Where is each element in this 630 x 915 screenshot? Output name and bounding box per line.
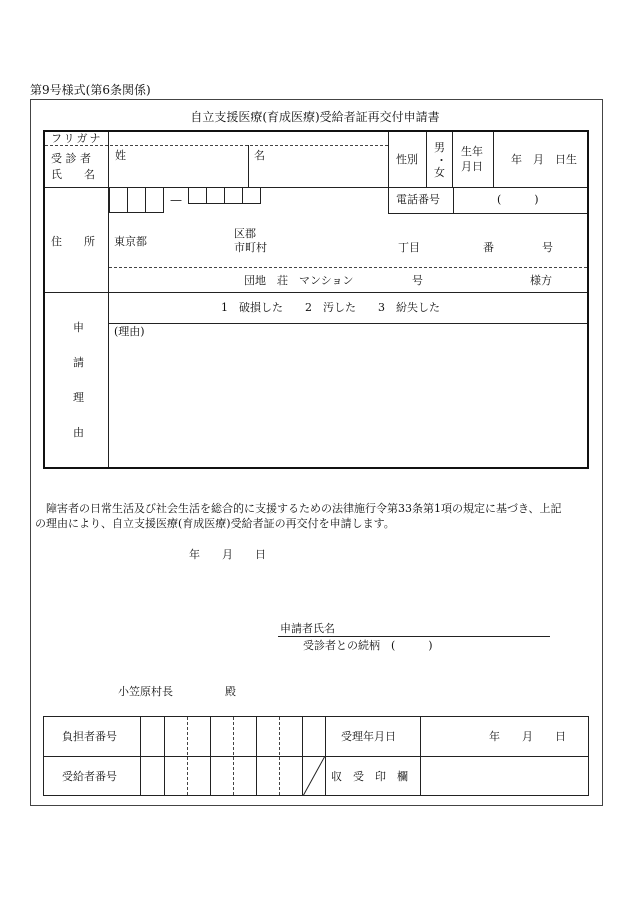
gender-left-divider — [388, 132, 389, 213]
office-slash-mark — [302, 756, 326, 796]
reason-options[interactable]: 1 破損した 2 汚した 3 紛失した — [221, 301, 440, 314]
room-number-label: 号 — [412, 274, 423, 287]
relation-field[interactable]: 受診者との続柄 ( ) — [303, 639, 433, 652]
reason-label-char2: 請 — [73, 356, 84, 369]
gender-female-option[interactable]: 女 — [434, 166, 445, 179]
phone-field[interactable]: ( ) — [497, 193, 539, 206]
application-date[interactable]: 年 月 日 — [189, 548, 266, 561]
address-label: 住 所 — [51, 235, 95, 248]
office-col-divider — [420, 717, 421, 795]
phone-label-divider — [453, 187, 454, 213]
payer-number-label: 負担者番号 — [62, 730, 117, 743]
addressee: 小笠原村長 — [118, 685, 173, 698]
address-dashed-divider — [109, 267, 587, 268]
reason-detail-label: (理由) — [114, 325, 145, 338]
reason-label-char4: 由 — [73, 426, 84, 439]
office-col-divider — [279, 717, 280, 795]
building-type-label: 団地 荘 マンション — [244, 274, 354, 287]
applicant-name-underline — [278, 636, 550, 637]
birth-value-divider — [493, 132, 494, 187]
go-label: 号 — [542, 241, 553, 254]
gender-separator: ・ — [436, 154, 447, 167]
ban-label: 番 — [483, 241, 494, 254]
recipient-number-label: 受給者番号 — [62, 770, 117, 783]
applicant-name-label: 申請者氏名 — [280, 622, 335, 635]
care-of-label: 様方 — [530, 274, 552, 287]
receipt-date-label: 受理年月日 — [341, 730, 396, 743]
birth-label-divider — [452, 132, 453, 187]
postal-code-boxes-first[interactable] — [109, 187, 164, 213]
form-title: 自立支援医療(育成医療)受給者証再交付申請書 — [190, 110, 440, 124]
given-name-label: 名 — [254, 149, 265, 162]
gender-value-divider — [426, 132, 427, 187]
furigana-divider — [45, 145, 388, 146]
city-label: 市町村 — [234, 241, 267, 254]
receipt-stamp-label: 収 受 印 欄 — [331, 770, 408, 783]
office-col-divider — [233, 717, 234, 795]
phone-row-divider — [388, 213, 587, 214]
phone-label: 電話番号 — [396, 193, 440, 206]
gender-male-option[interactable]: 男 — [434, 141, 445, 154]
reason-label-char1: 申 — [73, 321, 84, 334]
postal-box-divider — [206, 187, 207, 204]
office-col-divider — [140, 717, 141, 795]
ward-label: 区郡 — [234, 227, 256, 240]
patient-name-label-line2: 氏 名 — [51, 168, 95, 181]
office-col-divider — [164, 717, 165, 795]
reason-label-char3: 理 — [73, 391, 84, 404]
label-column-divider — [108, 132, 109, 467]
form-number-label: 第9号様式(第6条関係) — [30, 83, 151, 97]
office-col-divider — [210, 717, 211, 795]
sei-mei-divider — [248, 145, 249, 187]
receipt-date-field[interactable]: 年 月 日 — [489, 730, 566, 743]
postal-box-divider — [224, 187, 225, 204]
postal-box-divider — [242, 187, 243, 204]
postal-box-divider — [127, 187, 128, 213]
furigana-label: フリガナ — [51, 132, 103, 145]
prefecture-label: 東京都 — [114, 235, 147, 248]
application-table — [43, 130, 589, 469]
surname-label: 姓 — [115, 149, 126, 162]
gender-label: 性別 — [396, 153, 418, 166]
birth-label-line1: 生年 — [461, 145, 483, 158]
declaration-line2: の理由により、自立支援医療(育成医療)受給者証の再交付を申請します。 — [35, 517, 395, 530]
patient-name-label-line1: 受 診 者 — [51, 152, 91, 165]
birth-date-field[interactable]: 年 月 日生 — [511, 153, 577, 166]
office-col-divider — [256, 717, 257, 795]
reason-options-divider — [109, 323, 587, 324]
address-row-divider — [45, 292, 587, 293]
office-col-divider — [187, 717, 188, 795]
honorific: 殿 — [225, 685, 236, 698]
postal-box-divider — [145, 187, 146, 213]
postal-dash: — — [170, 193, 182, 207]
chome-label: 丁目 — [398, 241, 420, 254]
birth-label-line2: 月日 — [461, 160, 483, 173]
declaration-line1: 障害者の日常生活及び社会生活を総合的に支援するための法律施行令第33条第1項の規定に基づき、上記 — [35, 502, 562, 515]
